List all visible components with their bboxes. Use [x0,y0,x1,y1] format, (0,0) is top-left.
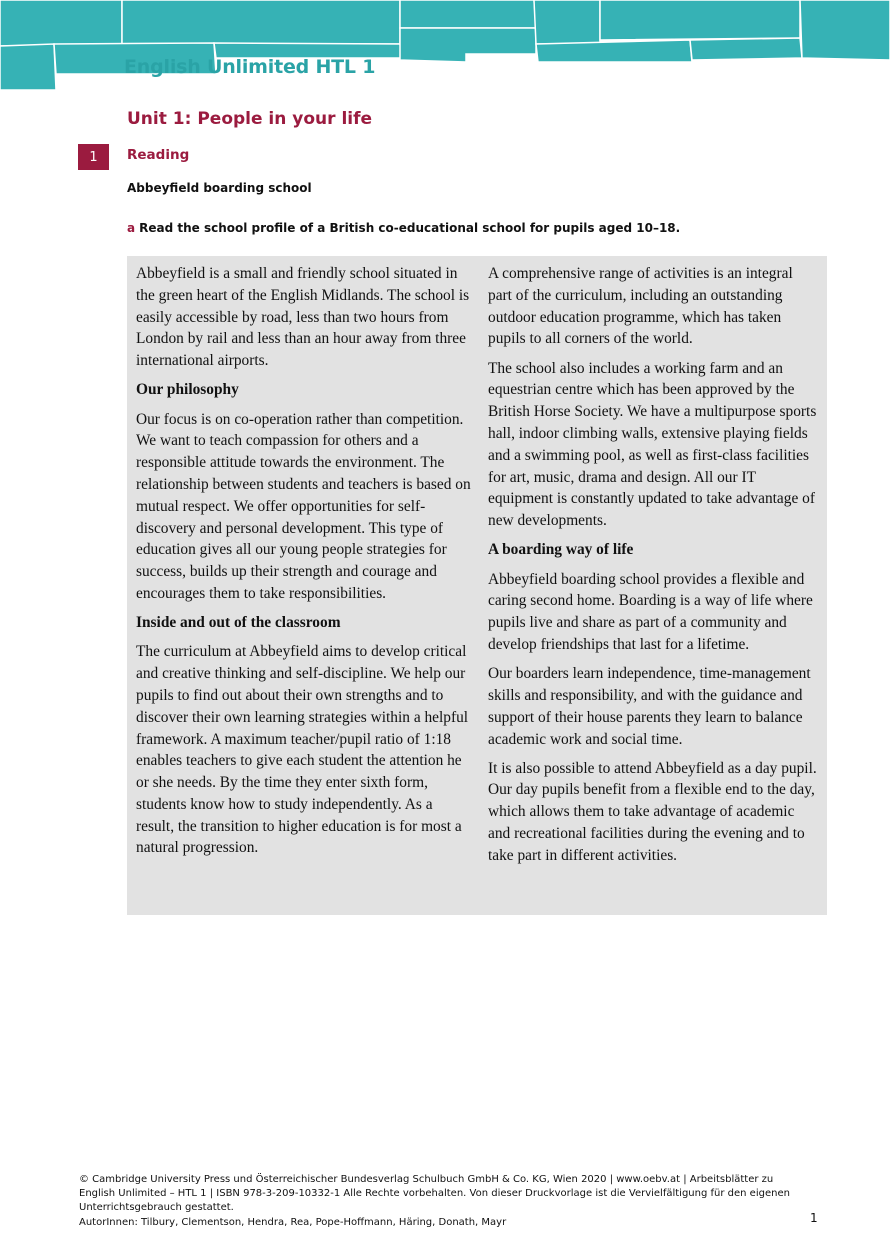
footer-authors: AutorInnen: Tilbury, Clementson, Hendra, Rea, Pope-Hoffmann, Häring, Donath, Mayr [79,1216,507,1228]
school-profile-box [127,256,827,915]
heading-philosophy: Our philosophy [136,381,239,399]
boarders-paragraph: Our boarders learn independence, time-management skills and responsibility, and with the guidance and support of their house parents they learn to balance academic work and social time. [488,665,811,748]
text-subtitle: Abbeyfield boarding school [127,181,312,195]
intro-paragraph: Abbeyfield is a small and friendly school situated in the green heart of the English Midlands. The school is easily accessible by road, less than two hours from London by rail and less than an hour away from three international airports. [136,265,470,370]
section-title: Reading [127,147,190,163]
activities-paragraph: A comprehensive range of activities is an integral part of the curriculum, including an outstanding outdoor education programme, which has taken pupils to all corners of the world. [488,265,793,348]
philosophy-paragraph: Our focus is on co-operation rather than competition. We want to teach compassion for others and a responsible attitude towards the environment. The relationship between students and teachers is based on mutual respect. We offer opportunities for self-discovery and personal development. This type of education gives all our young people strategies for success, builds up their strength and courage and encourages them to take responsibilities. [136,410,471,602]
task-instruction-text: Read the school profile of a British co-educational school for pupils aged 10–18. [139,221,681,235]
curriculum-paragraph: The curriculum at Abbeyfield aims to develop critical and creative thinking and self-discipline. We help our pupils to find out about their own strengths and to discover their own learning strategies within a helpful framework. A maximum teacher/pupil ratio of 1:18 enables teachers to give each student the attention he or she needs. By the time they enter sixth form, students know how to study independently. As a result, the transition to higher education is for most a natural progression. [136,643,469,857]
article-right-column [488,263,820,874]
heading-boarding: A boarding way of life [488,541,634,559]
header-band [0,0,890,100]
heading-classroom: Inside and out of the classroom [136,614,341,632]
boarding-paragraph: Abbeyfield boarding school provides a flexible and caring second home. Boarding is a way of life where pupils live and share as part of a community and develop friendships that last for a lifetime. [488,570,813,653]
day-pupils-paragraph: It is also possible to attend Abbeyfield as a day pupil. Our day pupils benefit from a flexible end to the day, which allows them to take advantage of academic and recreational facilities during the evening and to take part in different activities. [488,759,817,864]
brand-title: English Unlimited HTL 1 [124,56,376,78]
page-number: 1 [810,1211,818,1225]
task-instruction [127,221,680,235]
footer-copyright: © Cambridge University Press und Österreichischer Bundesverlag Schulbuch GmbH & Co. KG, Wien 2020 | www.oebv.at | Arbeitsblätter zu English Unlimited – HTL 1 | ISBN 978-3-209-10332-1 Alle Rechte vorbehalten. Von dieser Druckvorlage ist die Vervielfältigung für den eigenen Unterrichtsgebrauch gestattet. [79,1174,790,1214]
unit-title: Unit 1: People in your life [127,109,373,129]
footer [79,1173,799,1230]
task-letter: a [127,221,136,235]
exercise-number-badge: 1 [78,144,109,170]
facilities-paragraph: The school also includes a working farm and an equestrian centre which has been approved by the British Horse Society. We have a multipurpose sports hall, indoor climbing walls, extensive playing fields and a swimming pool, as well as first-class facilities for art, music, drama and design. All our IT equipment is constantly updated to take advantage of new developments. [488,359,817,530]
article-left-column [136,263,471,867]
